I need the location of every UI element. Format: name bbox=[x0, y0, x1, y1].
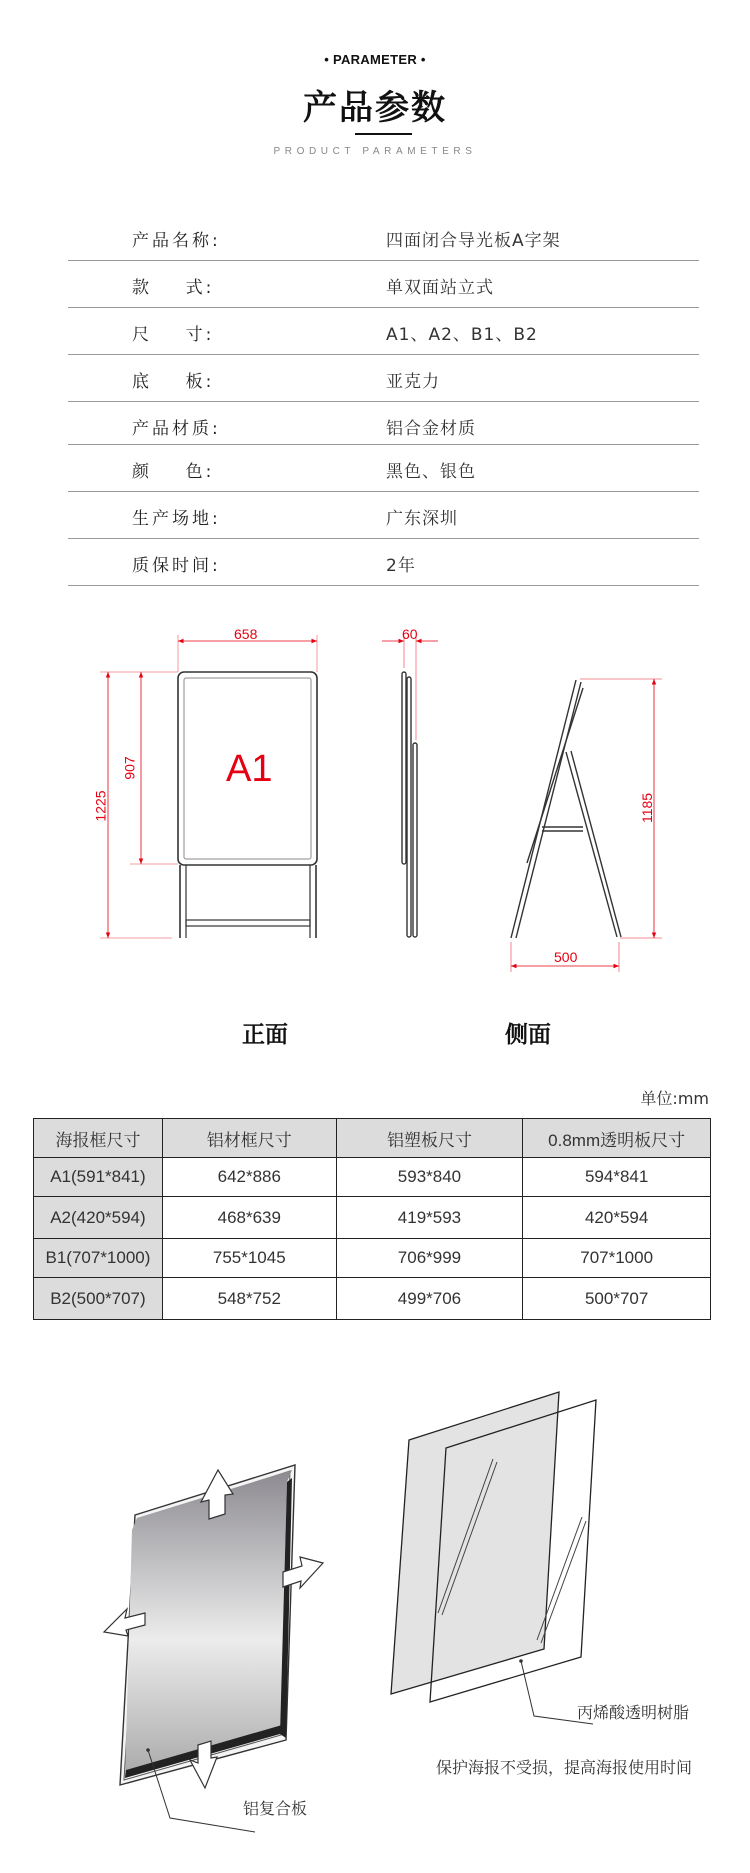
spec-value: A1、A2、B1、B2 bbox=[386, 325, 538, 345]
a-frame-side-drawing bbox=[511, 680, 621, 938]
spec-value: 四面闭合导光板A字架 bbox=[386, 231, 561, 251]
caption-aluminum-composite-panel: 铝复合板 bbox=[243, 1799, 308, 1818]
front-view-dimensions bbox=[100, 635, 317, 938]
table-cell: 706*999 bbox=[336, 1239, 523, 1278]
table-header-row bbox=[34, 1119, 711, 1158]
table-cell: 500*707 bbox=[523, 1278, 711, 1320]
header-english-kicker: • PARAMETER • bbox=[324, 52, 426, 67]
spec-label: 款 式: bbox=[132, 278, 215, 298]
table-cell: 468*639 bbox=[162, 1197, 336, 1239]
spec-label: 产品名称: bbox=[132, 231, 221, 251]
spec-label: 产品材质: bbox=[132, 419, 221, 439]
table-cell: A1(591*841) bbox=[34, 1158, 163, 1197]
column-header: 铝塑板尺寸 bbox=[336, 1119, 523, 1158]
column-header: 铝材框尺寸 bbox=[162, 1119, 336, 1158]
spec-label: 质保时间: bbox=[132, 556, 221, 576]
front-view-drawing bbox=[178, 672, 317, 938]
spec-label: 尺 寸: bbox=[132, 325, 215, 345]
column-header: 0.8mm透明板尺寸 bbox=[523, 1119, 711, 1158]
unit-label: 单位:mm bbox=[640, 1089, 709, 1108]
caption-acrylic-resin: 丙烯酸透明树脂 bbox=[577, 1703, 690, 1722]
spec-label: 底 板: bbox=[132, 372, 215, 392]
exploded-illustrations bbox=[0, 1380, 750, 1873]
table-cell: B2(500*707) bbox=[34, 1278, 163, 1320]
spec-value: 黑色、银色 bbox=[386, 462, 476, 482]
page-title: 产品参数 bbox=[303, 88, 447, 128]
table-cell: 593*840 bbox=[336, 1158, 523, 1197]
spec-value: 亚克力 bbox=[386, 372, 440, 392]
table-cell: 707*1000 bbox=[523, 1239, 711, 1278]
label-side-view: 侧面 bbox=[505, 1022, 551, 1048]
spec-label: 颜 色: bbox=[132, 462, 215, 482]
label-front-view: 正面 bbox=[242, 1022, 288, 1048]
spec-value: 广东深圳 bbox=[386, 509, 458, 529]
spec-value: 铝合金材质 bbox=[386, 419, 476, 439]
spec-value: 2年 bbox=[386, 556, 416, 576]
side-profile-dimensions bbox=[382, 636, 438, 740]
table-cell: 594*841 bbox=[523, 1158, 711, 1197]
acrylic-sheet-illustration bbox=[391, 1392, 596, 1724]
side-profile-drawing bbox=[402, 672, 417, 937]
table-row bbox=[34, 1158, 711, 1197]
snap-frame-illustration bbox=[104, 1465, 323, 1832]
dim-front-width: 658 bbox=[234, 626, 258, 642]
dim-front-frame-height: 907 bbox=[121, 756, 138, 780]
table-cell: 642*886 bbox=[162, 1158, 336, 1197]
table-row bbox=[34, 1239, 711, 1278]
header-english-subtitle: PRODUCT PARAMETERS bbox=[273, 146, 477, 157]
table-cell: A2(420*594) bbox=[34, 1197, 163, 1239]
dim-front-total-height: 1225 bbox=[92, 790, 109, 822]
table-cell: 755*1045 bbox=[162, 1239, 336, 1278]
sizes-table bbox=[33, 1118, 711, 1320]
caption-protection-note: 保护海报不受损，提高海报使用时间 bbox=[436, 1758, 693, 1777]
spec-label: 生产场地: bbox=[132, 509, 221, 529]
dim-aframe-base: 500 bbox=[554, 949, 578, 965]
table-cell: 419*593 bbox=[336, 1197, 523, 1239]
table-cell: 499*706 bbox=[336, 1278, 523, 1320]
dim-aframe-height: 1185 bbox=[639, 792, 656, 824]
dim-side-depth: 60 bbox=[402, 626, 418, 642]
table-row bbox=[34, 1278, 711, 1320]
column-header: 海报框尺寸 bbox=[34, 1119, 163, 1158]
table-cell: 548*752 bbox=[162, 1278, 336, 1320]
size-mark-a1: A1 bbox=[226, 748, 273, 790]
spec-value: 单双面站立式 bbox=[386, 278, 494, 298]
table-cell: 420*594 bbox=[523, 1197, 711, 1239]
table-cell: B1(707*1000) bbox=[34, 1239, 163, 1278]
table-row bbox=[34, 1197, 711, 1239]
